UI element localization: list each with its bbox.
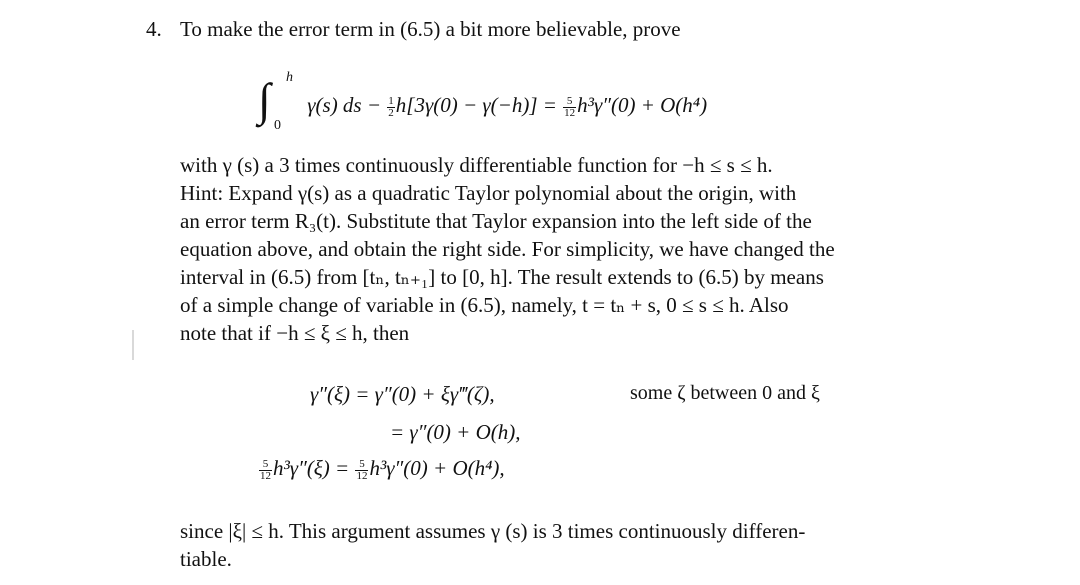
paragraph-line: with γ (s) a 3 times continuously differentiable function for −h ≤ s ≤ h. [180,153,773,177]
paragraph-line: of a simple change of variable in (6.5), namely, t = tₙ + s, 0 ≤ s ≤ h. Also [180,293,789,317]
margin-rule [132,330,134,360]
closing-line: since |ξ| ≤ h. This argument assumes γ (s) is 3 times continuously differen- [180,519,806,543]
line3-fraction: $\frac{5}{12}$ [260,457,271,482]
derivation-note: some ζ between 0 and ξ [630,382,820,404]
integral-sign: ∫ h 0 [258,70,293,133]
derivation-line-2: = γ″(0) + O(h), [390,420,521,444]
problem-number: 4. [146,17,162,41]
line3-fraction-rhs: $\frac{5}{12}$ [356,457,368,482]
half-fraction: $\frac{1}{2}$ [388,94,394,119]
paragraph-line: equation above, and obtain the right side. For simplicity, we have changed the [180,237,835,261]
five-twelfths-fraction: $\frac{5}{12}$ [564,94,576,119]
derivation-line-3: $\frac{5}{12}$ h³γ″(ξ) = $\frac{5}{12}$ h³γ″(0) + O(h⁴), [260,456,505,482]
closing-line: tiable. [180,547,232,571]
paragraph-line: Hint: Expand γ(s) as a quadratic Taylor polynomial about the origin, with [180,181,797,205]
paragraph-line: interval in (6.5) from [tₙ, tₙ₊₁] to [0, h]. The result extends to (6.5) by means [180,265,824,289]
problem-heading [146,16,681,42]
derivation-line-1: γ″(ξ) = γ″(0) + ξγ‴(ζ), [310,382,495,406]
paragraph-line: note that if −h ≤ ξ ≤ h, then [180,321,410,345]
main-equation-body: γ(s) ds − $\frac{1}{2}$ h[3γ(0) − γ(−h)] = $\frac{5}{12}$ h³γ″(0) + O(h⁴) [307,93,708,119]
integral-lower-limit: 0 [274,118,281,133]
integral-upper-limit: h [286,70,293,85]
problem-heading-text: To make the error term in (6.5) a bit more believable, prove [180,17,681,41]
paragraph-line: an error term R₃(t). Substitute that Taylor expansion into the left side of the [180,209,812,233]
main-equation [258,70,708,138]
